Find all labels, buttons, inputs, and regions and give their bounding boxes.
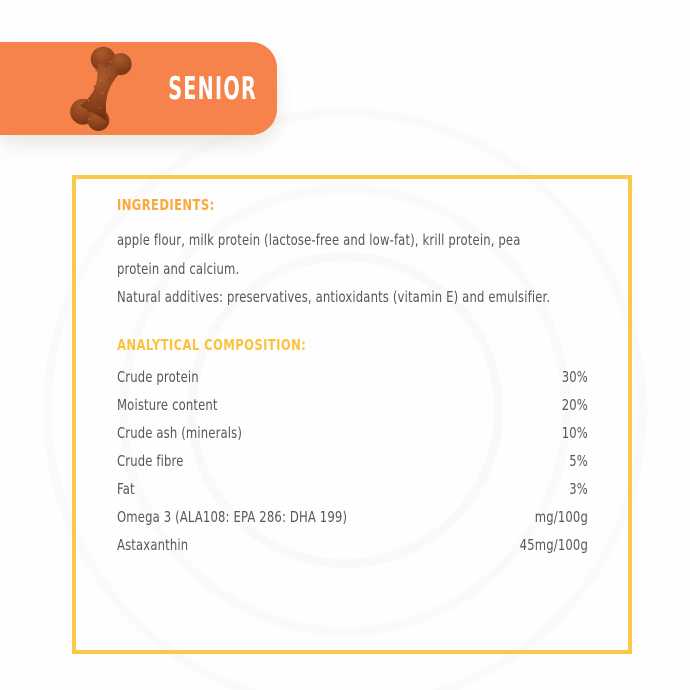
composition-row — [117, 531, 588, 559]
composition-value: 30% — [561, 367, 588, 386]
composition-row — [117, 447, 588, 475]
composition-row — [117, 503, 588, 531]
ingredients-text-line: Natural additives: preservatives, antioxidants (vitamin E) and emulsifier. — [117, 288, 551, 306]
composition-value: 5% — [569, 451, 588, 470]
nutrition-info-panel — [72, 175, 632, 654]
ingredients-text-line: protein and calcium. — [117, 259, 240, 278]
composition-value: mg/100g — [534, 507, 588, 526]
ingredients-text-line: apple flour, milk protein (lactose-free and low-fat), krill protein, pea — [117, 231, 521, 249]
composition-row — [117, 419, 588, 447]
banner-label-wrap — [148, 42, 277, 135]
composition-label: Omega 3 (ALA108: EPA 286: DHA 199) — [117, 507, 348, 526]
composition-value: 3% — [569, 479, 588, 498]
composition-row — [117, 475, 588, 503]
senior-ribbon — [0, 42, 277, 135]
composition-row — [117, 391, 588, 419]
analytical-composition-table — [117, 363, 588, 559]
composition-value: 10% — [561, 423, 588, 442]
bone-kibble-icon — [65, 41, 140, 137]
composition-value: 45mg/100g — [519, 535, 588, 554]
analytical-composition-heading: ANALYTICAL COMPOSITION: — [117, 335, 307, 354]
composition-label: Crude ash (minerals) — [117, 423, 243, 442]
ingredients-heading: INGREDIENTS: — [117, 196, 215, 214]
composition-label: Crude fibre — [117, 451, 184, 470]
composition-label: Crude protein — [117, 367, 199, 386]
nutrition-panel-content — [117, 197, 588, 559]
composition-row — [117, 363, 588, 391]
composition-value: 20% — [561, 395, 588, 414]
banner-label: SENIOR — [168, 70, 257, 107]
composition-label: Astaxanthin — [117, 535, 189, 554]
composition-label: Moisture content — [117, 395, 218, 414]
composition-label: Fat — [117, 479, 135, 498]
